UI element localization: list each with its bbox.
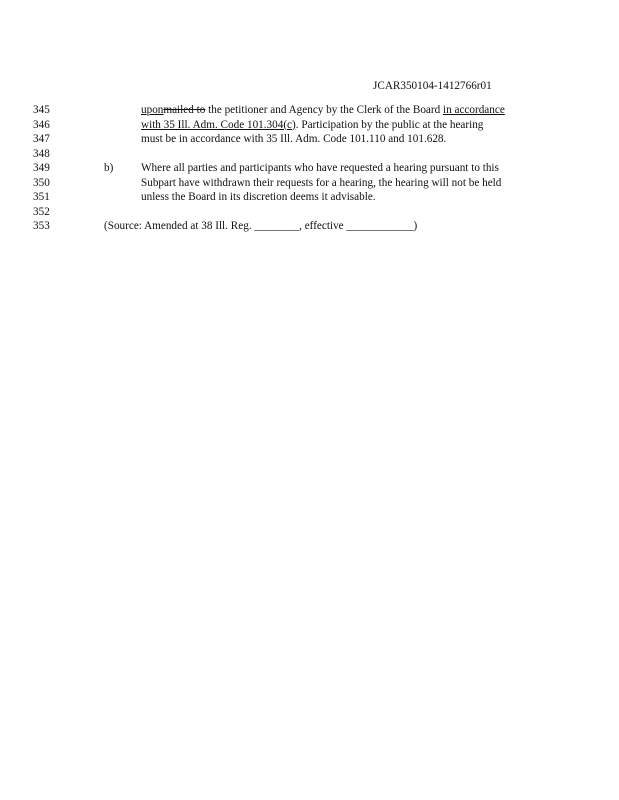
- line-text: [141, 103, 505, 118]
- text-line: [0, 205, 619, 220]
- inserted-text: with 35 Ill. Adm. Code 101.304(c): [141, 118, 296, 131]
- line-number: 347: [33, 133, 50, 145]
- document-id: JCAR350104-1412766r01: [373, 80, 492, 92]
- text-line: [0, 219, 619, 234]
- inserted-text: upon: [141, 104, 164, 116]
- line-number: 348: [33, 147, 50, 160]
- text-line: [0, 190, 619, 205]
- text-line: [0, 161, 619, 176]
- line-text: [141, 118, 483, 133]
- line-text: Subpart have withdrawn their requests for a hearing, the hearing will not be held: [141, 176, 502, 189]
- line-number: 353: [33, 220, 50, 232]
- deleted-text: mailed to: [163, 104, 206, 116]
- line-number: 349: [33, 162, 50, 174]
- line-number: 350: [33, 176, 50, 189]
- subsection-label: b): [104, 162, 114, 174]
- line-text: unless the Board in its discretion deems it advisable.: [141, 191, 376, 203]
- line-number: 351: [33, 191, 50, 203]
- plain-text: . Participation by the public at the hearing: [295, 118, 484, 131]
- text-line: [0, 132, 619, 147]
- line-text: Where all parties and participants who have requested a hearing pursuant to this: [141, 162, 499, 174]
- text-line: [0, 118, 619, 133]
- plain-text: the petitioner and Agency by the Clerk of the Board: [205, 104, 443, 116]
- text-line: [0, 147, 619, 162]
- line-number: 352: [33, 205, 50, 218]
- text-line: [0, 176, 619, 191]
- line-number: 345: [33, 104, 50, 116]
- source-note: (Source: Amended at 38 Ill. Reg. ________, effective ____________): [104, 220, 418, 232]
- line-number: 346: [33, 118, 50, 131]
- text-line: [0, 103, 619, 118]
- inserted-text: in accordance: [443, 104, 505, 116]
- line-text: must be in accordance with 35 Ill. Adm. Code 101.110 and 101.628.: [141, 133, 447, 145]
